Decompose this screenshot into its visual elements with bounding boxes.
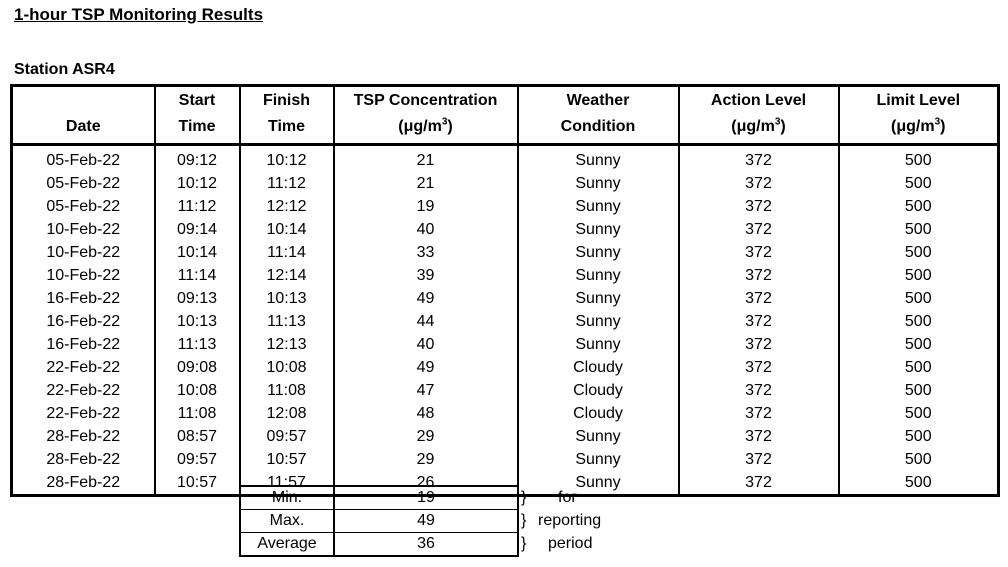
limit-level-cell: 500 [839, 356, 999, 379]
limit-level-cell: 500 [839, 287, 999, 310]
header-finish-time: Finish Time [240, 86, 334, 145]
tsp-cell: 39 [334, 264, 518, 287]
summary-value: 19 [334, 486, 518, 510]
header-action-level: Action Level $(\mu g/m^3)$ [679, 86, 839, 145]
tsp-cell: 26 [334, 471, 518, 496]
limit-level-cell: 500 [839, 172, 999, 195]
action-level-cell: 372 [679, 241, 839, 264]
table-row [12, 333, 999, 356]
finish-time-cell: 12:08 [240, 402, 334, 425]
limit-level-cell: 500 [839, 425, 999, 448]
summary-brace: } [521, 512, 527, 529]
weather-cell: Sunny [518, 287, 679, 310]
start-time-cell: 09:12 [155, 145, 240, 173]
weather-cell: Sunny [518, 172, 679, 195]
summary-row-max [240, 510, 518, 533]
limit-level-cell: 500 [839, 471, 999, 496]
action-level-cell: 372 [679, 471, 839, 496]
limit-level-cell: 500 [839, 310, 999, 333]
action-level-cell: 372 [679, 333, 839, 356]
table-row [12, 195, 999, 218]
finish-time-cell: 10:12 [240, 145, 334, 173]
finish-time-cell: 11:13 [240, 310, 334, 333]
table-row [12, 218, 999, 241]
action-level-cell: 372 [679, 218, 839, 241]
limit-level-cell: 500 [839, 402, 999, 425]
action-level-cell: 372 [679, 356, 839, 379]
tsp-cell: 29 [334, 448, 518, 471]
header-row [12, 86, 999, 145]
date-cell: 16-Feb-22 [46, 289, 121, 307]
table-row [12, 402, 999, 425]
tsp-cell: 21 [334, 145, 518, 173]
action-level-cell: 372 [679, 145, 839, 173]
weather-cell: Sunny [518, 333, 679, 356]
date-cell: 28-Feb-22 [46, 473, 121, 491]
weather-cell: Sunny [518, 448, 679, 471]
limit-level-cell: 500 [839, 145, 999, 173]
limit-level-cell: 500 [839, 333, 999, 356]
date-cell: 22-Feb-22 [46, 404, 121, 422]
date-cell: 05-Feb-22 [46, 151, 121, 169]
weather-cell: Sunny [518, 310, 679, 333]
limit-level-cell: 500 [839, 241, 999, 264]
tsp-cell: 19 [334, 195, 518, 218]
start-time-cell: 10:57 [155, 471, 240, 496]
start-time-cell: 10:13 [155, 310, 240, 333]
summary-value: 36 [334, 533, 518, 557]
table-row [12, 425, 999, 448]
tsp-cell: 44 [334, 310, 518, 333]
date-cell: 10-Feb-22 [46, 220, 121, 238]
table-row [12, 172, 999, 195]
date-cell: 05-Feb-22 [46, 174, 121, 192]
weather-cell: Sunny [518, 145, 679, 173]
weather-cell: Sunny [518, 264, 679, 287]
tsp-cell: 47 [334, 379, 518, 402]
limit-level-cell: 500 [839, 448, 999, 471]
summary-table [239, 485, 519, 557]
weather-cell: Sunny [518, 425, 679, 448]
limit-level-cell: 500 [839, 218, 999, 241]
action-level-cell: 372 [679, 379, 839, 402]
date-cell: 28-Feb-22 [46, 450, 121, 468]
weather-cell: Sunny [518, 471, 679, 496]
action-level-cell: 372 [679, 287, 839, 310]
summary-brace: } [521, 489, 527, 506]
table-row [12, 448, 999, 471]
tsp-cell: 33 [334, 241, 518, 264]
tsp-cell: 49 [334, 287, 518, 310]
start-time-cell: 09:14 [155, 218, 240, 241]
table-row [12, 264, 999, 287]
start-time-cell: 10:08 [155, 379, 240, 402]
header-tsp-concentration: TSP Concentration $(\mu g/m^3)$ [334, 86, 518, 145]
table-row [12, 145, 999, 173]
action-level-cell: 372 [679, 172, 839, 195]
summary-note: reporting [538, 512, 602, 529]
finish-time-cell: 12:13 [240, 333, 334, 356]
date-cell: 10-Feb-22 [46, 243, 121, 261]
date-cell: 16-Feb-22 [46, 312, 121, 330]
table-row [12, 379, 999, 402]
limit-level-cell: 500 [839, 379, 999, 402]
limit-level-cell: 500 [839, 195, 999, 218]
finish-time-cell: 09:57 [240, 425, 334, 448]
tsp-cell: 48 [334, 402, 518, 425]
finish-time-cell: 10:08 [240, 356, 334, 379]
tsp-cell: 40 [334, 333, 518, 356]
action-level-cell: 372 [679, 402, 839, 425]
tsp-cell: 29 [334, 425, 518, 448]
start-time-cell: 09:57 [155, 448, 240, 471]
start-time-cell: 11:13 [155, 333, 240, 356]
summary-note: for [558, 489, 577, 506]
start-time-cell: 10:12 [155, 172, 240, 195]
header-weather: Weather Condition [518, 86, 679, 145]
action-level-cell: 372 [679, 195, 839, 218]
summary-value: 49 [334, 510, 518, 533]
tsp-cell: 40 [334, 218, 518, 241]
action-level-cell: 372 [679, 264, 839, 287]
finish-time-cell: 12:12 [240, 195, 334, 218]
header-date: Date [12, 86, 155, 145]
summary-row-min [240, 486, 518, 510]
action-level-cell: 372 [679, 310, 839, 333]
summary-label: Max. [240, 510, 334, 533]
finish-time-cell: 11:57 [240, 471, 334, 496]
table-row [12, 356, 999, 379]
date-cell: 22-Feb-22 [46, 358, 121, 376]
start-time-cell: 09:13 [155, 287, 240, 310]
start-time-cell: 08:57 [155, 425, 240, 448]
weather-cell: Sunny [518, 241, 679, 264]
limit-level-cell: 500 [839, 264, 999, 287]
weather-cell: Cloudy [518, 379, 679, 402]
date-cell: 05-Feb-22 [46, 197, 121, 215]
start-time-cell: 11:08 [155, 402, 240, 425]
date-cell: 22-Feb-22 [46, 381, 121, 399]
weather-cell: Cloudy [518, 402, 679, 425]
finish-time-cell: 10:13 [240, 287, 334, 310]
weather-cell: Sunny [518, 218, 679, 241]
action-level-cell: 372 [679, 448, 839, 471]
header-limit-level: Limit Level $(\mu g/m^3)$ [839, 86, 999, 145]
finish-time-cell: 10:57 [240, 448, 334, 471]
date-cell: 10-Feb-22 [46, 266, 121, 284]
table-row [12, 287, 999, 310]
finish-time-cell: 11:08 [240, 379, 334, 402]
date-cell: 28-Feb-22 [46, 427, 121, 445]
summary-brace: } [521, 535, 527, 552]
finish-time-cell: 11:14 [240, 241, 334, 264]
weather-cell: Sunny [518, 195, 679, 218]
summary-label: Average [240, 533, 334, 557]
table-row [12, 241, 999, 264]
start-time-cell: 09:08 [155, 356, 240, 379]
weather-cell: Cloudy [518, 356, 679, 379]
summary-label: Min. [240, 486, 334, 510]
table-row [12, 310, 999, 333]
action-level-cell: 372 [679, 425, 839, 448]
page-title: 1-hour TSP Monitoring Results [14, 5, 264, 24]
date-cell: 16-Feb-22 [46, 335, 121, 353]
tsp-cell: 21 [334, 172, 518, 195]
station-label: Station ASR4 [14, 61, 115, 78]
finish-time-cell: 11:12 [240, 172, 334, 195]
header-start-time: Start Time [155, 86, 240, 145]
start-time-cell: 11:14 [155, 264, 240, 287]
finish-time-cell: 12:14 [240, 264, 334, 287]
summary-note: period [548, 535, 593, 552]
start-time-cell: 10:14 [155, 241, 240, 264]
finish-time-cell: 10:14 [240, 218, 334, 241]
results-table [10, 84, 1000, 497]
tsp-cell: 49 [334, 356, 518, 379]
start-time-cell: 11:12 [155, 195, 240, 218]
summary-row-average [240, 533, 518, 557]
